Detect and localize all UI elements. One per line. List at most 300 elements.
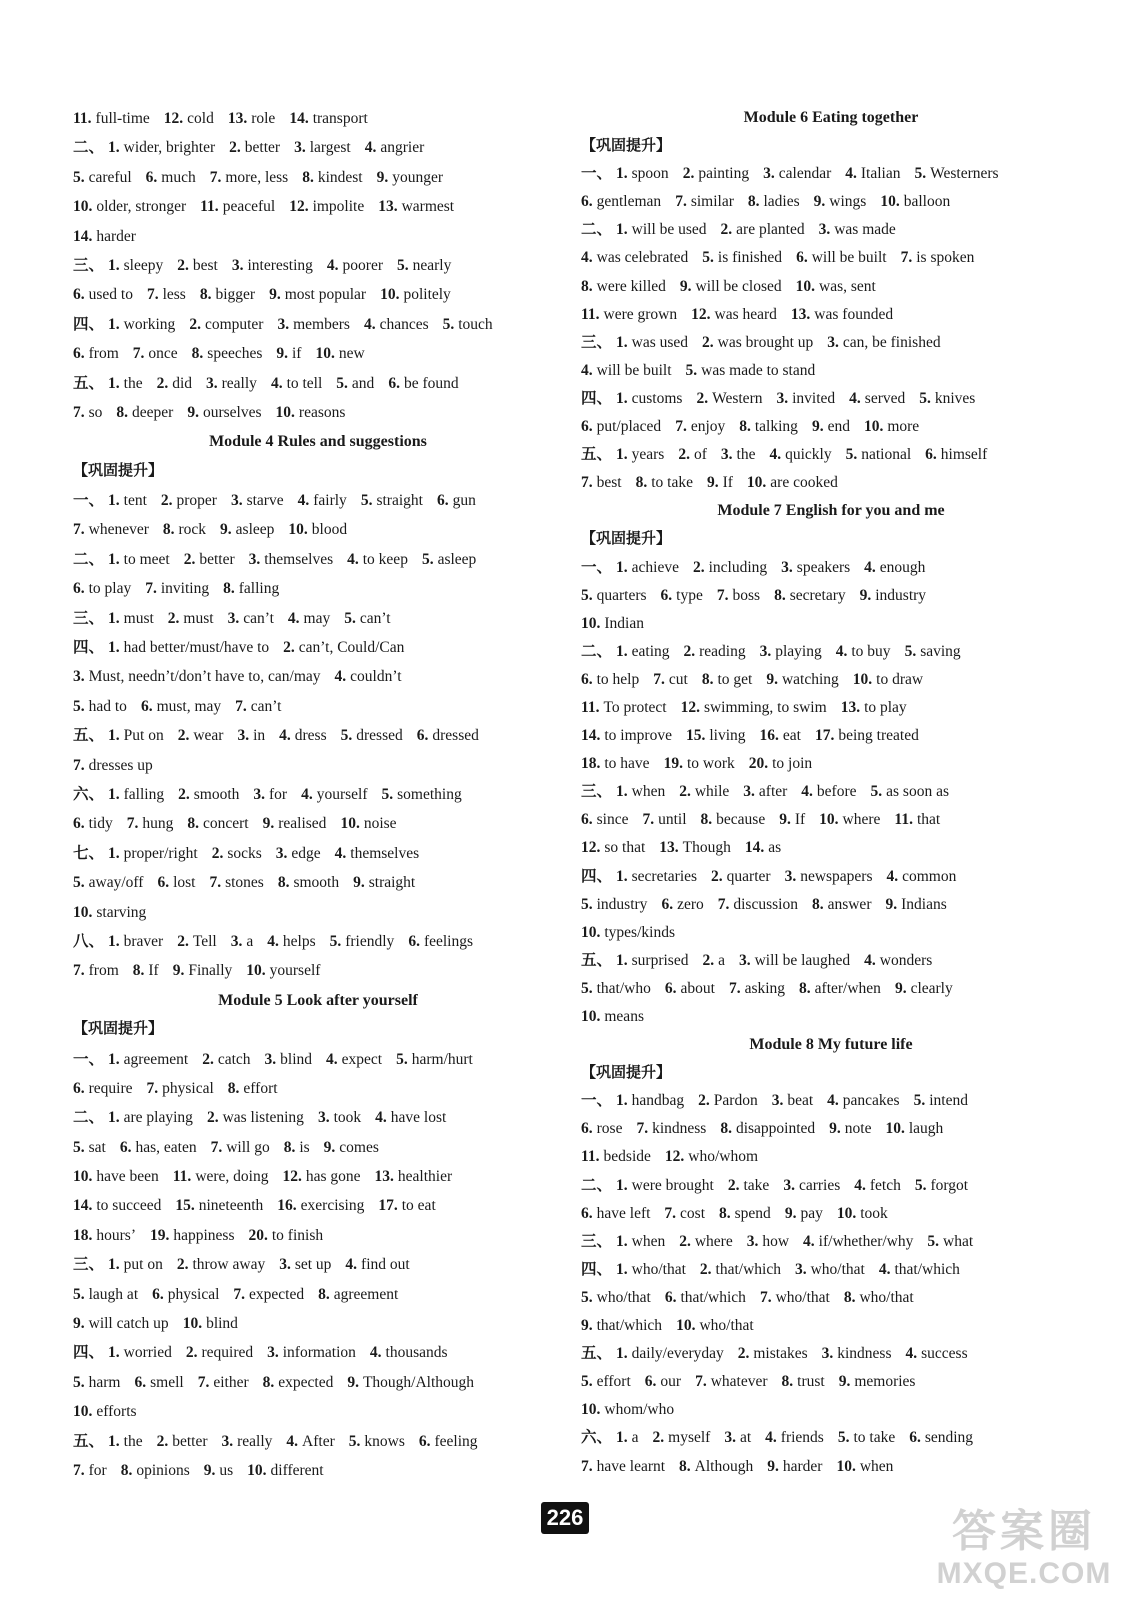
- answer-number: 10.: [73, 903, 93, 921]
- answer-text: so that: [604, 839, 646, 857]
- answer-number: 7.: [126, 815, 139, 833]
- answer-number: 12.: [680, 698, 700, 716]
- answer-number: 2.: [211, 844, 224, 862]
- answer-number: 3.: [794, 1260, 807, 1278]
- answer-line: [581, 160, 1081, 188]
- answer-item: [127, 815, 174, 832]
- answer-number: 4.: [345, 1256, 358, 1274]
- answer-number: 7.: [675, 193, 687, 211]
- answer-text: take: [743, 1176, 770, 1194]
- answer-number: 10.: [315, 345, 335, 363]
- answer-number: 2.: [177, 932, 189, 950]
- answer-text: have been: [96, 1168, 159, 1186]
- part-marker: 七、: [73, 844, 105, 862]
- answer-text: because: [716, 811, 766, 829]
- answer-text: newspapers: [800, 867, 873, 885]
- answer-item: [108, 492, 147, 509]
- answer-item: [177, 933, 217, 950]
- answer-item: [581, 474, 622, 491]
- answer-item: [702, 334, 813, 351]
- answer-text: to improve: [604, 727, 672, 745]
- answer-line: [581, 1172, 1081, 1200]
- answer-item: [73, 1168, 159, 1185]
- answer-item: [885, 896, 946, 913]
- answer-item: [681, 699, 827, 716]
- part-marker: 三、: [581, 333, 613, 351]
- answer-number: 4.: [845, 165, 857, 183]
- answer-item: [581, 699, 667, 716]
- answer-number: 8.: [799, 979, 811, 997]
- answer-number: 2.: [702, 333, 714, 351]
- answer-text: had better/must/have to: [123, 639, 270, 657]
- part-marker: 四、: [581, 389, 613, 407]
- answer-text: were, doing: [195, 1168, 269, 1186]
- answer-number: 11.: [894, 811, 913, 829]
- answer-text: poorer: [342, 256, 383, 274]
- answer-text: used to: [88, 286, 133, 304]
- answer-number: 7.: [73, 403, 85, 421]
- answer-item: [178, 727, 224, 744]
- answer-line: [73, 1191, 563, 1220]
- answer-text: saving: [920, 642, 961, 660]
- answer-text: surprised: [631, 951, 689, 969]
- answer-text: handbag: [631, 1092, 685, 1110]
- answer-text: about: [680, 979, 715, 997]
- answer-item: [738, 1345, 808, 1362]
- answer-item: [695, 1373, 767, 1390]
- answer-item: [799, 980, 881, 997]
- answer-item: [819, 811, 880, 828]
- section-label: 【巩固提升】: [73, 462, 164, 479]
- answer-number: 6.: [581, 1120, 593, 1138]
- answer-item: [382, 786, 462, 803]
- answer-item: [679, 783, 729, 800]
- answer-number: 6.: [660, 586, 673, 604]
- answer-item: [636, 1120, 706, 1137]
- answer-text: most popular: [284, 286, 367, 304]
- answer-item: [905, 643, 961, 660]
- answer-text: computer: [204, 315, 264, 333]
- answer-number: 3.: [827, 333, 839, 351]
- answer-line: [581, 1256, 1081, 1284]
- part-marker: 二、: [581, 221, 613, 239]
- answer-line: [73, 310, 563, 339]
- answer-item: [233, 1286, 304, 1303]
- answer-number: 3.: [237, 727, 250, 745]
- part-marker: 四、: [581, 867, 613, 885]
- answer-item: [814, 193, 867, 210]
- answer-line: [581, 1368, 1081, 1396]
- answer-number: 3.: [720, 446, 733, 464]
- answer-text: kindness: [652, 1120, 707, 1138]
- answer-line: [581, 891, 1081, 919]
- answer-number: 10.: [676, 1317, 696, 1335]
- answer-item: [161, 492, 217, 509]
- answer-number: 6.: [581, 670, 593, 688]
- answer-item: [73, 110, 150, 127]
- answer-text: Western: [712, 389, 763, 407]
- answer-text: to have: [604, 755, 650, 773]
- answer-number: 10.: [73, 1403, 93, 1421]
- answer-number: 5.: [837, 1429, 850, 1447]
- answer-text: talking: [754, 418, 798, 436]
- answer-text: zero: [677, 895, 704, 913]
- answer-line: [73, 486, 563, 515]
- part-marker: 五、: [581, 446, 613, 464]
- answer-text: warmest: [401, 198, 455, 216]
- part-marker: 五、: [73, 727, 105, 745]
- answer-number: 11.: [200, 198, 219, 216]
- answer-item: [73, 757, 153, 774]
- part-marker: 三、: [73, 256, 105, 274]
- part-marker: 二、: [581, 642, 613, 660]
- answer-number: 6.: [73, 815, 85, 833]
- answer-number: 9.: [269, 286, 281, 304]
- answer-text: has, eaten: [135, 1138, 197, 1156]
- answer-text: did: [172, 374, 193, 392]
- answer-number: 2.: [679, 1232, 691, 1250]
- answer-item: [854, 1177, 901, 1194]
- answer-number: 2.: [156, 1432, 169, 1450]
- answer-number: 4.: [286, 1432, 299, 1450]
- answer-text: answer: [827, 895, 872, 913]
- part-marker: 三、: [581, 783, 613, 801]
- answer-text: starving: [96, 903, 147, 921]
- answer-number: 5.: [381, 785, 394, 803]
- answer-text: will go: [226, 1138, 270, 1156]
- answer-item: [871, 783, 949, 800]
- answer-number: 2.: [678, 446, 690, 464]
- answer-item: [745, 839, 781, 856]
- answer-number: 9.: [581, 1317, 593, 1335]
- answer-line: [581, 975, 1081, 1003]
- answer-item: [228, 110, 275, 127]
- answer-number: 3.: [771, 1092, 784, 1110]
- answer-item: [803, 1233, 913, 1250]
- answer-number: 10.: [246, 962, 266, 980]
- answer-line: [581, 722, 1081, 750]
- answer-text: edge: [291, 844, 321, 862]
- answer-number: 7.: [653, 670, 665, 688]
- answer-item: [701, 811, 766, 828]
- answer-text: proper/right: [123, 844, 198, 862]
- answer-item: [145, 580, 209, 597]
- answer-number: 11.: [581, 1148, 600, 1166]
- answer-item: [277, 1197, 364, 1214]
- answer-number: 18.: [581, 755, 601, 773]
- answer-number: 2.: [189, 315, 201, 333]
- answer-item: [207, 1109, 304, 1126]
- answer-text: secretaries: [631, 867, 698, 885]
- answer-text: swimming, to swim: [703, 698, 827, 716]
- answer-item: [581, 587, 647, 604]
- answer-number: 3.: [784, 867, 797, 885]
- answer-item: [73, 1197, 161, 1214]
- answer-line: [581, 1200, 1081, 1228]
- answer-number: 8.: [116, 403, 129, 421]
- answer-text: concert: [203, 815, 249, 833]
- answer-text: who/that: [631, 1260, 686, 1278]
- answer-item: [760, 727, 801, 744]
- answer-item: [209, 874, 263, 891]
- answer-text: can’t: [243, 609, 274, 627]
- answer-number: 6.: [119, 1138, 132, 1156]
- answer-number: 11.: [581, 698, 600, 716]
- answer-number: 4.: [878, 1260, 891, 1278]
- answer-number: 1.: [108, 1050, 120, 1068]
- answer-text: Although: [694, 1457, 754, 1475]
- answer-item: [747, 474, 838, 491]
- answer-item: [616, 165, 669, 182]
- answer-item: [200, 286, 255, 303]
- answer-item: [616, 1177, 714, 1194]
- answer-item: [616, 1261, 686, 1278]
- answer-text: at: [739, 1429, 752, 1447]
- answer-item: [819, 221, 896, 238]
- answer-item: [152, 1286, 219, 1303]
- answer-text: ladies: [763, 193, 800, 211]
- answer-number: 8.: [700, 811, 713, 829]
- answer-line: [581, 863, 1081, 891]
- answer-number: 6.: [416, 727, 429, 745]
- answer-number: 4.: [287, 609, 300, 627]
- answer-item: [364, 316, 429, 333]
- answer-text: including: [708, 558, 768, 576]
- answer-item: [864, 418, 919, 435]
- answer-number: 14.: [73, 227, 93, 245]
- answer-line: [581, 806, 1081, 834]
- answer-text: being treated: [838, 727, 919, 745]
- answer-item: [765, 1429, 824, 1446]
- answer-text: invited: [792, 389, 836, 407]
- answer-item: [276, 404, 346, 421]
- answer-item: [164, 110, 214, 127]
- answer-text: lost: [173, 874, 196, 892]
- answer-number: 8.: [635, 474, 648, 492]
- answer-item: [168, 610, 214, 627]
- answer-number: 16.: [759, 727, 779, 745]
- answer-text: is finished: [717, 249, 783, 267]
- answer-text: will be used: [631, 221, 707, 239]
- answer-item: [108, 1109, 193, 1126]
- answer-item: [178, 786, 239, 803]
- answer-item: [228, 1080, 278, 1097]
- answer-number: 7.: [581, 474, 593, 492]
- answer-item: [664, 1205, 705, 1222]
- answer-number: 4.: [864, 951, 876, 969]
- answer-item: [700, 1261, 781, 1278]
- answer-text: set up: [294, 1256, 332, 1274]
- answer-number: 3.: [317, 1109, 330, 1127]
- answer-item: [860, 587, 926, 604]
- answer-text: to draw: [876, 670, 924, 688]
- answer-item: [781, 559, 850, 576]
- answer-item: [749, 755, 812, 772]
- answer-text: watching: [781, 670, 839, 688]
- answer-number: 3.: [746, 1232, 759, 1250]
- answer-text: couldn’t: [350, 668, 402, 686]
- answer-number: 4.: [347, 550, 359, 568]
- answer-number: 7.: [581, 1457, 593, 1475]
- answer-number: 8.: [739, 418, 751, 436]
- answer-text: whom/who: [604, 1401, 675, 1419]
- answer-number: 4.: [279, 727, 291, 745]
- answer-item: [616, 1345, 724, 1362]
- answer-text: customs: [631, 389, 683, 407]
- answer-text: were grown: [603, 305, 678, 323]
- answer-number: 4.: [363, 315, 376, 333]
- answer-item: [133, 962, 159, 979]
- answer-number: 7.: [73, 756, 85, 774]
- answer-text: agreement: [123, 1050, 189, 1068]
- answer-text: where: [694, 1232, 733, 1250]
- answer-number: 1.: [108, 1344, 120, 1362]
- answer-item: [222, 1433, 273, 1450]
- answer-number: 1.: [108, 609, 120, 627]
- answer-item: [664, 755, 735, 772]
- answer-line: [73, 633, 563, 662]
- answer-text: socks: [227, 844, 262, 862]
- answer-item: [785, 1205, 823, 1222]
- answer-text: beat: [787, 1092, 814, 1110]
- answer-item: [581, 306, 677, 323]
- answer-text: nearly: [412, 256, 452, 274]
- answer-item: [73, 874, 143, 891]
- answer-item: [665, 1148, 758, 1165]
- answer-text: yourself: [269, 962, 321, 980]
- answer-text: before: [816, 783, 857, 801]
- answer-number: 4.: [905, 1345, 918, 1363]
- answer-item: [210, 169, 288, 186]
- answer-number: 4.: [864, 558, 876, 576]
- answer-line: [73, 1103, 563, 1132]
- answer-text: was made: [834, 221, 896, 239]
- answer-text: secretary: [789, 586, 846, 604]
- answer-text: thousands: [385, 1344, 448, 1362]
- answer-number: 6.: [73, 345, 85, 363]
- answer-item: [146, 169, 196, 186]
- answer-text: best: [596, 474, 622, 492]
- answer-item: [327, 257, 383, 274]
- answer-item: [73, 1080, 133, 1097]
- answer-item: [134, 1374, 183, 1391]
- answer-number: 7.: [636, 1120, 649, 1138]
- answer-number: 3.: [279, 1256, 291, 1274]
- answer-text: yourself: [316, 785, 368, 803]
- answer-text: gun: [452, 492, 476, 510]
- answer-number: 6.: [661, 895, 674, 913]
- answer-item: [616, 1429, 639, 1446]
- answer-text: hung: [142, 815, 174, 833]
- answer-text: when: [631, 783, 666, 801]
- answer-number: 4.: [849, 389, 861, 407]
- answer-text: kindness: [837, 1345, 892, 1363]
- answer-line: [73, 1368, 563, 1397]
- answer-number: 5.: [344, 609, 356, 627]
- answer-text: is spoken: [916, 249, 975, 267]
- answer-item: [247, 1462, 323, 1479]
- answer-line: [581, 554, 1081, 582]
- answer-item: [879, 1261, 960, 1278]
- answer-text: to meet: [123, 550, 170, 568]
- answer-text: Italian: [860, 165, 901, 183]
- answer-text: exercising: [300, 1197, 365, 1215]
- answer-line: [73, 1162, 563, 1191]
- answer-text: different: [270, 1461, 324, 1479]
- answer-line: [73, 222, 563, 251]
- answer-item: [73, 904, 146, 921]
- answer-item: [419, 1433, 478, 1450]
- answer-number: 2.: [202, 1050, 214, 1068]
- answer-line: [73, 1221, 563, 1250]
- answer-item: [267, 1344, 356, 1361]
- answer-item: [73, 345, 119, 362]
- answer-text: that/who: [596, 979, 651, 997]
- answer-text: will be built: [596, 361, 672, 379]
- answer-text: ourselves: [202, 403, 262, 421]
- part-marker: 五、: [581, 1345, 613, 1363]
- answer-number: 4.: [803, 1232, 815, 1250]
- answer-number: 5.: [870, 783, 883, 801]
- answer-line: [73, 956, 563, 985]
- answer-item: [895, 980, 953, 997]
- answer-text: speeches: [207, 345, 263, 363]
- answer-number: 9.: [784, 1204, 797, 1222]
- answer-item: [249, 551, 334, 568]
- answer-number: 2.: [737, 1345, 750, 1363]
- answer-item: [829, 1120, 871, 1137]
- answer-item: [679, 1233, 733, 1250]
- answer-text: physical: [162, 1079, 214, 1097]
- answer-item: [173, 962, 233, 979]
- answer-number: 1.: [616, 1092, 628, 1110]
- answer-number: 3.: [294, 139, 306, 157]
- answer-item: [796, 278, 876, 295]
- answer-text: was brought up: [717, 333, 814, 351]
- answer-item: [378, 198, 454, 215]
- answer-text: who/that: [810, 1260, 865, 1278]
- answer-line: [73, 721, 563, 750]
- answer-item: [760, 643, 822, 660]
- answer-item: [747, 1233, 789, 1250]
- answer-item: [186, 1344, 253, 1361]
- answer-item: [702, 249, 782, 266]
- answer-text: took: [860, 1204, 888, 1222]
- answer-number: 2.: [711, 867, 723, 885]
- answer-number: 1.: [108, 844, 120, 862]
- answer-item: [288, 610, 330, 627]
- answer-line: [73, 1074, 563, 1103]
- answer-text: the: [736, 446, 756, 464]
- answer-number: 10.: [746, 474, 767, 492]
- answer-text: have lost: [390, 1109, 447, 1127]
- answer-number: 8.: [701, 670, 714, 688]
- answer-item: [147, 286, 186, 303]
- answer-number: 1.: [616, 1232, 628, 1250]
- answer-item: [887, 868, 957, 885]
- answer-item: [785, 868, 873, 885]
- answer-text: much: [161, 168, 196, 186]
- answer-number: 4.: [801, 783, 813, 801]
- answer-item: [73, 1139, 106, 1156]
- answer-number: 2.: [692, 558, 705, 576]
- right-answer-column: [581, 104, 1081, 1481]
- answer-text: common: [902, 867, 957, 885]
- answer-text: industry: [596, 895, 648, 913]
- answer-number: 5.: [581, 586, 593, 604]
- answer-text: from: [88, 345, 119, 363]
- answer-item: [844, 1289, 914, 1306]
